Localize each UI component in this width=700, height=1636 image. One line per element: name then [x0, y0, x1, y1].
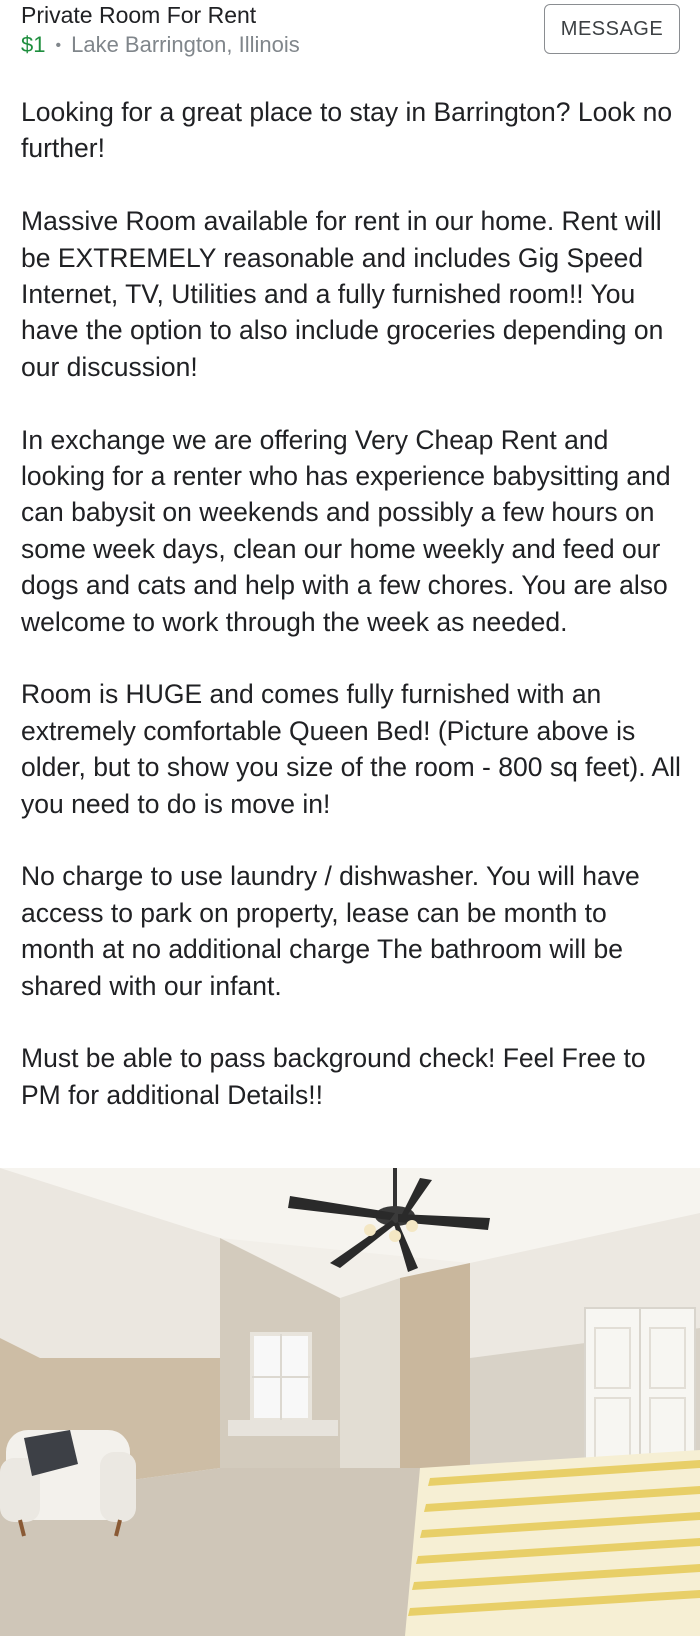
separator-dot: • — [55, 37, 62, 54]
room-photo-illustration — [0, 1168, 700, 1636]
listing-price: $1 — [21, 32, 46, 57]
description-paragraph: No charge to use laundry / dishwasher. You will have access to park on property, lease can be month to month at no additional charge The bathroom will be shared with our infant. — [21, 861, 640, 1001]
listing-header — [0, 0, 700, 86]
bed-icon — [405, 1450, 700, 1636]
listing-subline — [21, 30, 300, 63]
listing-description — [21, 94, 686, 1150]
description-paragraph: Massive Room available for rent in our home. Rent will be EXTREMELY reasonable and includes Gig Speed Internet, TV, Utilities and a fully furnished room!! You have the option to also include groceries depending on our discussion! — [21, 206, 664, 382]
description-paragraph: Looking for a great place to stay in Barrington? Look no further! — [21, 97, 673, 164]
listing-location[interactable]: Lake Barrington, Illinois — [71, 32, 300, 57]
message-button[interactable]: MESSAGE — [544, 4, 680, 54]
listing-photo[interactable] — [0, 1168, 700, 1636]
description-paragraph: Room is HUGE and comes fully furnished with an extremely comfortable Queen Bed! (Picture above is older, but to show you size of the room - 800 sq feet). All you need to do is move in! — [21, 679, 681, 819]
description-paragraph: In exchange we are offering Very Cheap Rent and looking for a renter who has experience babysitting and can babysit on weekends and possibly a few hours on some week days, clean our home weekly and feed our dogs and cats and help with a few chores. You are also welcome to work through the week as needed. — [21, 424, 671, 637]
description-paragraph: Must be able to pass background check! Feel Free to PM for additional Details!! — [21, 1043, 646, 1110]
listing-title: Private Room For Rent — [21, 2, 257, 28]
